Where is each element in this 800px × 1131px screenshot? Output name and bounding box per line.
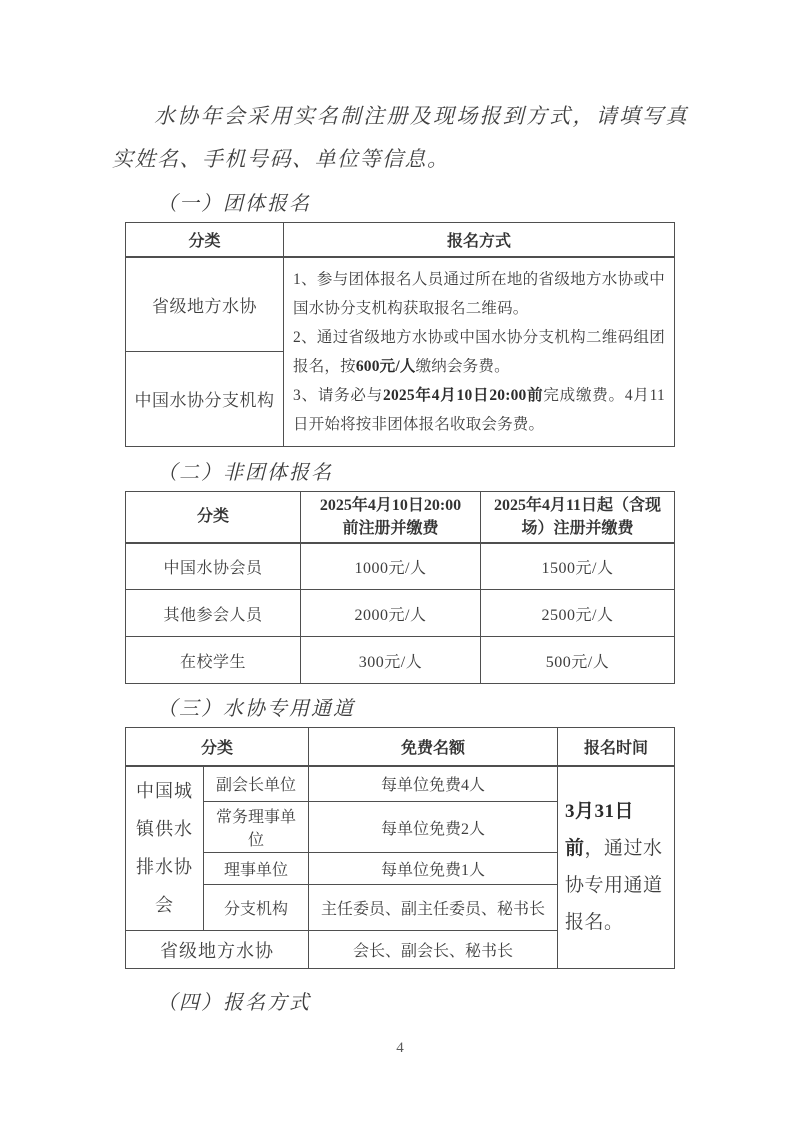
- category-cell-provincial-association: 省级地方水协: [126, 257, 284, 352]
- header-cell-early-fee: 2025年4月10日20:00前注册并缴费: [301, 491, 481, 543]
- early-fee-cell: 300元/人: [301, 637, 481, 684]
- group-registration-table: [125, 222, 675, 447]
- category-cell: 中国水协会员: [126, 543, 301, 590]
- method-item-2-post: 缴纳会务费。: [415, 357, 510, 375]
- method-item-1-text: 1、参与团体报名人员通过所在地的省级地方水协或中国水协分支机构获取报名二维码。: [293, 270, 665, 317]
- header-cell-free-quota: 免费名额: [309, 728, 558, 766]
- registration-deadline: 3月31日前: [565, 801, 635, 860]
- table-row: [126, 766, 675, 802]
- method-item-2: [293, 323, 665, 381]
- section-heading-non-group-registration: （二）非团体报名: [157, 461, 333, 484]
- sub-category-cell: 理事单位: [204, 853, 309, 885]
- section-heading-registration-method: （四）报名方式: [157, 992, 311, 1014]
- early-fee-cell: 1000元/人: [301, 543, 481, 590]
- table-row: [126, 543, 675, 590]
- group-label-cell: 中国城镇供水排水协会: [126, 766, 204, 931]
- header-cell-registration-time: 报名时间: [558, 728, 675, 766]
- method-item-1: [293, 265, 665, 323]
- early-fee-cell: 2000元/人: [301, 590, 481, 637]
- method-item-2-pre: 2、通过省级地方水协或中国水协分支机构二维码组团报名，按: [293, 328, 665, 375]
- method-item-3-pre: 3、请务必与: [293, 386, 384, 404]
- table-header-row: [126, 223, 675, 257]
- intro-paragraph: 水协年会采用实名制注册及现场报到方式，请填写真实姓名、手机号码、单位等信息。: [112, 104, 688, 171]
- late-fee-cell: 1500元/人: [481, 543, 675, 590]
- table-row: [126, 637, 675, 684]
- late-fee-cell: 500元/人: [481, 637, 675, 684]
- quota-cell: 每单位免费2人: [309, 802, 558, 853]
- sub-category-cell: 副会长单位: [204, 766, 309, 802]
- section-heading-group-registration: （一）团体报名: [157, 193, 311, 215]
- sub-category-cell: 常务理事单位: [204, 802, 309, 853]
- special-channel-table: [125, 727, 675, 969]
- non-group-registration-table: [125, 491, 675, 685]
- header-cell-category: 分类: [126, 491, 301, 543]
- table-row: [126, 257, 675, 352]
- method-item-3: [293, 381, 665, 439]
- table-row: [126, 590, 675, 637]
- category-cell-branch-organization: 中国水协分支机构: [126, 351, 284, 446]
- late-fee-cell: 2500元/人: [481, 590, 675, 637]
- category-cell: 其他参会人员: [126, 590, 301, 637]
- registration-time-text: ，通过水协专用通道报名。: [565, 838, 663, 934]
- table-header-row: [126, 728, 675, 766]
- header-cell-category: 分类: [126, 223, 284, 257]
- header-cell-late-fee: 2025年4月11日起（含现场）注册并缴费: [481, 491, 675, 543]
- method-item-3-post: 完成缴费。4月11日开始将按非团体报名收取会务费。: [293, 386, 665, 433]
- quota-cell: 每单位免费1人: [309, 853, 558, 885]
- quota-cell: 每单位免费4人: [309, 766, 558, 802]
- method-item-3-deadline: 2025年4月10日20:00前: [383, 386, 544, 404]
- quota-cell: 主任委员、副主任委员、秘书长: [309, 885, 558, 931]
- category-cell: 在校学生: [126, 637, 301, 684]
- table-header-row: [126, 491, 675, 543]
- registration-time-cell: [558, 766, 675, 969]
- quota-cell: 会长、副会长、秘书长: [309, 931, 558, 969]
- method-item-2-fee: 600元/人: [355, 357, 416, 375]
- header-cell-category: 分类: [126, 728, 309, 766]
- section-heading-special-channel: （三）水协专用通道: [157, 698, 355, 720]
- method-cell: [284, 257, 675, 447]
- page-number: 4: [396, 1040, 404, 1056]
- category-cell-provincial-association: 省级地方水协: [126, 931, 309, 969]
- header-cell-method: 报名方式: [284, 223, 675, 257]
- sub-category-cell: 分支机构: [204, 885, 309, 931]
